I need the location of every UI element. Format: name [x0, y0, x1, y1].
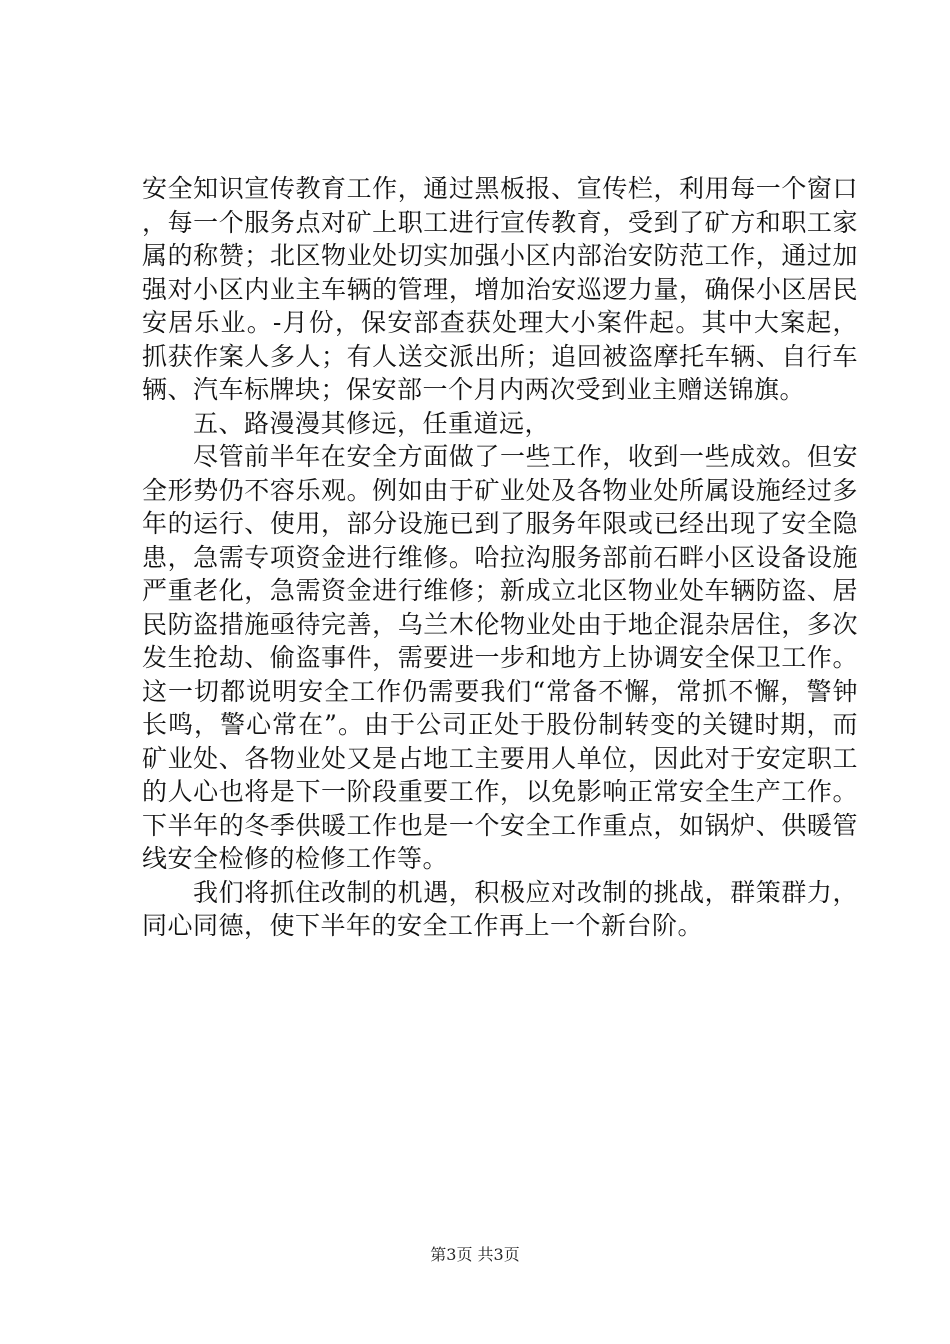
- paragraph-security-situation: 尽管前半年在安全方面做了一些工作，收到一些成效。但安全形势仍不容乐观。例如由于矿业处及各物业处所属设施经过多年的运行、使用，部分设施已到了服务年限或已经出现了安全隐患，急需专项资金进行维修。哈拉沟服务部前石畔小区设备设施严重老化，急需资金进行维修；新成立北区物业处车辆防盗、居民防盗措施亟待完善，乌兰木伦物业处由于地企混杂居住，多次发生抢劫、偷盗事件，需要进一步和地方上协调安全保卫工作。这一切都说明安全工作仍需要我们“常备不懈，常抓不懈，警钟长鸣，警心常在”。由于公司正处于股份制转变的关键时期，而矿业处、各物业处又是占地工主要用人单位，因此对于安定职工的人心也将是下一阶段重要工作，以免影响正常安全生产工作。下半年的冬季供暖工作也是一个安全工作重点，如锅炉、供暖管线安全检修的检修工作等。: [142, 442, 858, 873]
- section-heading-five: 五、路漫漫其修远，任重道远，: [193, 408, 551, 438]
- paragraph-security-publicity: 安全知识宣传教育工作，通过黑板报、宣传栏，利用每一个窗口，每一个服务点对矿上职工进行宣传教育，受到了矿方和职工家属的称赞；北区物业处切实加强小区内部治安防范工作，通过加强对小区内业主车辆的管理，增加治安巡逻力量，确保小区居民安居乐业。-月份，保安部查获处理大小案件起。其中大案起，抓获作案人多人；有人送交派出所；追回被盗摩托车辆、自行车辆、汽车标牌块；保安部一个月内两次受到业主赠送锦旗。: [142, 174, 858, 404]
- page-footer: [0, 1245, 950, 1265]
- document-body: [142, 172, 858, 943]
- paragraph-closing: 我们将抓住改制的机遇，积极应对改制的挑战，群策群力，同心同德，使下半年的安全工作再上一个新台阶。: [142, 877, 858, 940]
- page-indicator: 第3页 共3页: [430, 1245, 520, 1264]
